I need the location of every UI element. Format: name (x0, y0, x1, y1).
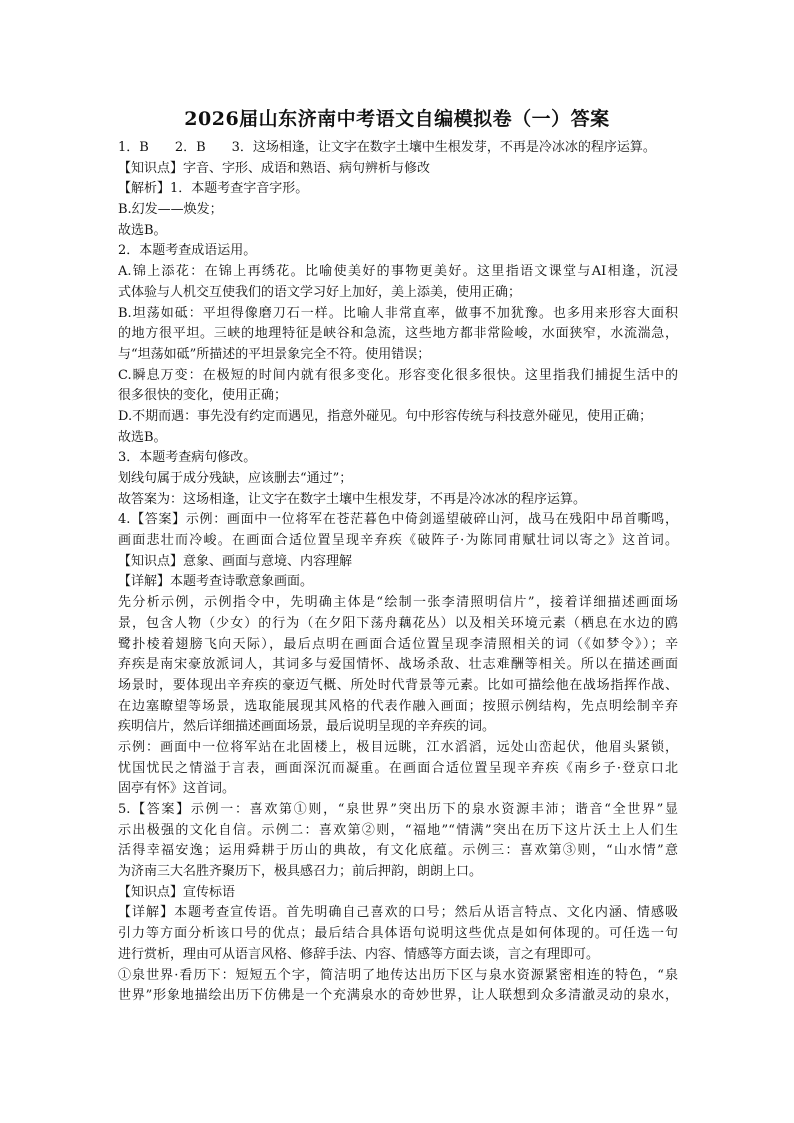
text-line: 鹭扑棱着翅膀飞向天际），最后点明在画面合适位置呈现李清照相关的词（《如梦令》）；辛 (118, 636, 678, 652)
text-line: 故选B。 (118, 222, 167, 238)
text-line: 固亭有怀》这首词。 (118, 781, 236, 797)
text-line: 故答案为：这场相逢，让文字在数字土壤中生根发芽，不再是冷冰冰的程序运算。 (118, 491, 587, 507)
text-line: 为济南三大名胜齐聚历下，极具感召力；前后押韵，朗朗上口。 (118, 864, 483, 880)
text-line: 先分析示例，示例指令中，先明确主体是“绘制一张李清照明信片”，接着详细描述画面场 (118, 595, 678, 611)
text-line: 5.【答案】示例一：喜欢第①则，“泉世界”突出历下的泉水资源丰沛；谐音“全世界”显 (118, 802, 678, 817)
document-title: 2026届山东济南中考语文自编模拟卷（一）答案 (184, 108, 610, 130)
text-line: B.幻发——焕发； (118, 202, 223, 218)
text-line: 2．本题考查成语运用。 (118, 243, 257, 259)
text-line: 进行赏析，理由可从语言风格、修辞手法、内容、情感等方面去谈，言之有理即可。 (118, 946, 600, 962)
text-line: 【解析】1．本题考查字音字形。 (118, 181, 309, 197)
text-line: 引力等方面分析该口号的优点；最后结合具体语句说明这些优点是如何体现的。可任选一句 (118, 926, 678, 942)
text-line: ①泉世界·看历下：短短五个字，简洁明了地传达出历下区与泉水资源紧密相连的特色，“泉 (118, 967, 678, 983)
document-body (118, 138, 678, 1007)
text-line: 场景时，要体现出辛弃疾的豪迈气概、所处时代背景等元素。比如可描绘他在战场指挥作战、 (118, 677, 678, 693)
text-line: 【详解】本题考查诗歌意象画面。 (118, 574, 314, 590)
text-line: 故选B。 (118, 429, 167, 445)
text-line: 画面悲壮而冷峻。在画面合适位置呈现辛弃疾《破阵子·为陈同甫赋壮词以寄之》这首词。 (118, 533, 678, 549)
text-line: 示例：画面中一位将军站在北固楼上，极目远眺，江水滔滔，远处山峦起伏，他眉头紧锁， (118, 739, 678, 755)
text-line: 【知识点】字音、字形、成语和熟语、病句辨析与修改 (118, 160, 431, 176)
text-line: D.不期而遇：事先没有约定而遇见，指意外碰见。句中形容传统与科技意外碰见，使用正确； (118, 408, 653, 424)
text-line: 划线句属于成分残缺，应该删去“通过”； (118, 471, 353, 486)
text-line: B.坦荡如砥：平坦得像磨刀石一样。比喻人非常直率，做事不加犹豫。也多用来形容大面积 (118, 305, 678, 321)
text-line: 忧国忧民之情溢于言表，画面深沉而凝重。在画面合适位置呈现辛弃疾《南乡子·登京口北 (118, 760, 678, 776)
text-line: 在边塞瞭望等场景，选取能展现其风格的代表作融入画面；按照示例结构，先点明绘制辛弃 (118, 698, 678, 714)
text-line: 与“坦荡如砥”所描述的平坦景象完全不符。使用错误； (118, 346, 431, 362)
text-line: 4.【答案】示例：画面中一位将军在苍茫暮色中倚剑遥望破碎山河，战马在残阳中昂首嘶鸣， (118, 512, 678, 528)
text-line: 3．本题考查病句修改。 (118, 450, 257, 466)
text-line: 世界”形象地描绘出历下仿佛是一个充满泉水的奇妙世界，让人联想到众多清澈灵动的泉水， (118, 988, 678, 1004)
text-line: A.锦上添花：在锦上再绣花。比喻使美好的事物更美好。这里指语文课堂与AI相逢，沉浸 (118, 264, 678, 280)
text-line: 很多很快的变化，使用正确； (118, 388, 288, 404)
text-line: 弃疾是南宋豪放派词人，其词多与爱国情怀、战场杀敌、壮志难酬等相关。所以在描述画面 (118, 657, 678, 673)
text-line: 景，包含人物（少女）的行为（在夕阳下荡舟藕花丛）以及相关环境元素（栖息在水边的鸥 (118, 615, 678, 631)
text-line: 的地方很平坦。三峡的地理特征是峡谷和急流，这些地方都非常险峻，水面狭窄，水流湍急， (118, 326, 678, 342)
text-line: 疾明信片，然后详细描述画面场景，最后说明呈现的辛弃疾的词。 (118, 719, 496, 735)
text-line: 示出极强的文化自信。示例二：喜欢第②则，“福地”“情满”突出在历下这片沃土上人们生 (118, 822, 678, 838)
text-line: 【详解】本题考查宣传语。首先明确自己喜欢的口号；然后从语言特点、文化内涵、情感吸 (118, 905, 678, 921)
text-line: 【知识点】意象、画面与意境、内容理解 (118, 553, 353, 569)
text-line: 1．B 2．B 3．这场相逢，让文字在数字土壤中生根发芽，不再是冷冰冰的程序运算。 (118, 140, 656, 155)
text-line: 【知识点】宣传标语 (118, 884, 236, 900)
text-line: C.瞬息万变：在极短的时间内就有很多变化。形容变化很多很快。这里指我们捕捉生活中的 (118, 367, 678, 383)
text-line: 活得幸福安逸；运用舜耕于历山的典故，有文化底蕴。示例三：喜欢第③则，“山水情”意 (118, 843, 678, 859)
text-line: 式体验与人机交互使我们的语文学习好上加好，美上添美，使用正确； (118, 284, 522, 300)
